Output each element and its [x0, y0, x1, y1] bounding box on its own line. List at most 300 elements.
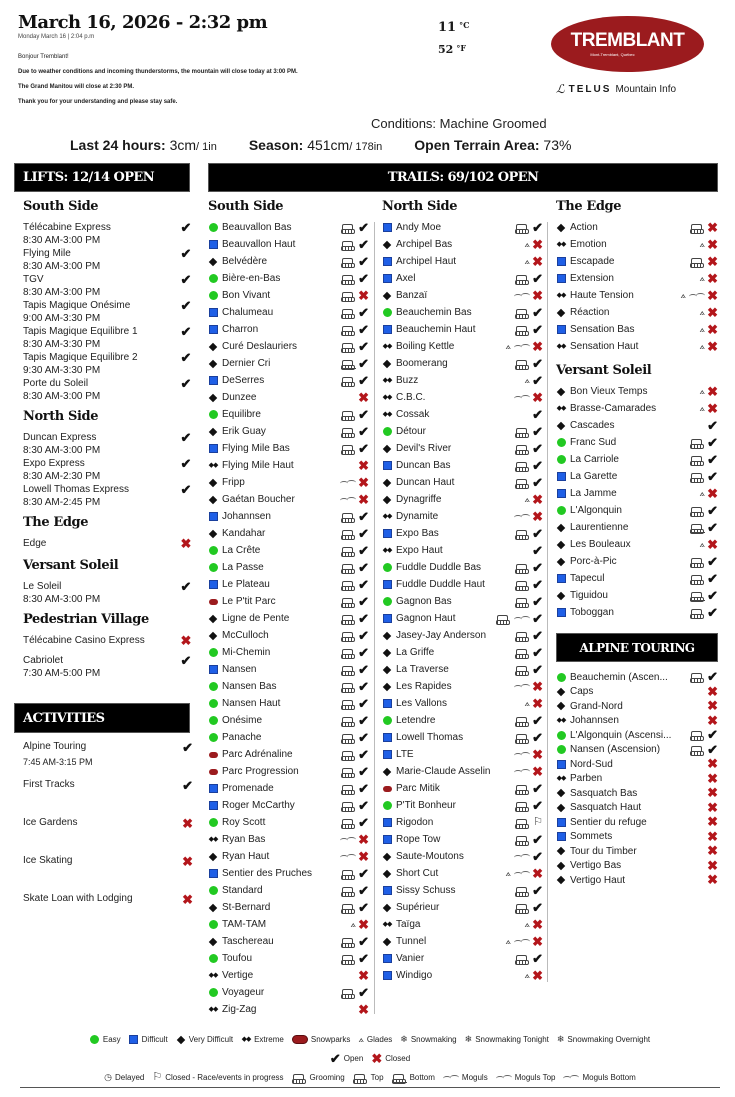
trail-features [515, 308, 530, 318]
trail-status [356, 595, 369, 609]
trail-status [705, 323, 718, 337]
grooming-icon [515, 308, 530, 318]
very-difficult-diamond-icon [382, 852, 392, 862]
trail-row [556, 502, 718, 519]
grooming-icon [341, 750, 356, 760]
open-check-icon: ✔ [358, 627, 369, 643]
trail-row [208, 797, 369, 814]
trail-row [556, 587, 718, 604]
activities-list [23, 741, 193, 931]
difficulty-shape [209, 580, 218, 589]
trail-status [356, 969, 369, 983]
mogul-icon [514, 343, 530, 351]
trail-features [515, 631, 530, 641]
trail-features [341, 903, 356, 913]
trail-name: Nansen Haut [222, 698, 281, 709]
trail-features [341, 631, 356, 641]
easy-circle-icon [208, 291, 218, 301]
easy-circle-icon [382, 801, 392, 811]
trail-name: La Jamme [570, 488, 617, 499]
difficulty-shape [209, 852, 217, 860]
trail-row [208, 270, 369, 287]
easy-circle-icon [556, 672, 566, 682]
very-difficult-diamond-icon [208, 495, 218, 505]
closed-x-icon: ✖ [182, 854, 193, 869]
trail-row [208, 304, 369, 321]
trail-name: Bon Vivant [222, 290, 271, 301]
tremblant-logo: TREMBLANT Mont-Tremblant, Québec [551, 16, 704, 72]
activity-status [182, 741, 193, 779]
trail-row [382, 797, 543, 814]
legend-label: Closed [385, 1054, 411, 1063]
trail-status [705, 815, 718, 829]
grooming-icon [515, 427, 530, 437]
difficulty-shape [383, 240, 391, 248]
grooming-icon [341, 529, 356, 539]
grooming-icon [690, 574, 705, 584]
trail-name: Beauchemin Haut [396, 324, 476, 335]
grooming-icon [690, 257, 705, 267]
very-difficult-diamond-icon [556, 421, 566, 431]
trail-row [556, 801, 718, 816]
glades-icon: ⟑ [524, 375, 530, 385]
trail-features [341, 648, 356, 658]
trail-name: Jasey-Jay Anderson [396, 630, 487, 641]
trail-status [530, 833, 543, 847]
difficulty-shape [557, 387, 565, 395]
grooming-icon [341, 767, 356, 777]
trail-name: Tunnel [396, 936, 427, 947]
trail-status [530, 884, 543, 898]
easy-circle-icon [208, 410, 218, 420]
trail-features [341, 546, 356, 556]
difficulty-shape [557, 818, 566, 827]
trail-status [356, 884, 369, 898]
announcement-message: The Grand Manitou will close at 2:30 PM. [18, 84, 135, 90]
trail-row [208, 780, 369, 797]
trail-status [356, 833, 369, 847]
trail-status [705, 238, 718, 252]
difficulty-shape [209, 869, 218, 878]
difficulty-shape [557, 557, 565, 565]
trail-name: Parc Progression [222, 766, 299, 777]
extreme-double-diamond-icon [382, 393, 392, 403]
lift-section [23, 612, 193, 680]
easy-circle-icon [208, 733, 218, 743]
grooming-icon [515, 665, 530, 675]
trail-features [515, 665, 530, 675]
lift-name: Flying Mile [23, 248, 71, 259]
trail-status [356, 714, 369, 728]
open-check-icon: ✔ [358, 576, 369, 592]
extreme-double-diamond-icon [556, 291, 566, 301]
very-difficult-diamond-icon [176, 1035, 186, 1045]
trail-name: Grand-Nord [570, 700, 623, 712]
extreme-glyph: ◆◆ [382, 343, 392, 350]
trail-name: Charron [222, 324, 259, 335]
easy-circle-icon [382, 427, 392, 437]
trail-name: Rope Tow [396, 834, 441, 845]
lift-info [23, 537, 46, 552]
trail-section [556, 199, 718, 355]
trail-features [341, 733, 356, 743]
difficult-square-icon [208, 308, 218, 318]
activity-info [23, 779, 75, 817]
trail-row [382, 423, 543, 440]
lift-name: Lowell Thomas Express [23, 484, 129, 495]
grooming-icon [341, 801, 356, 811]
trail-name: Boiling Kettle [396, 341, 455, 352]
trail-name: Lowell Thomas [396, 732, 464, 743]
trail-features [681, 290, 705, 301]
glades-icon: ⟑ [505, 936, 511, 946]
trail-section [382, 199, 543, 984]
trail-row [556, 743, 718, 758]
trail-status [705, 859, 718, 873]
trail-row [556, 699, 718, 714]
trail-name: Caps [570, 686, 594, 698]
trail-row [556, 873, 718, 888]
trail-name: TAM-TAM [222, 919, 267, 930]
difficulty-shape [557, 804, 565, 812]
trail-name: Duncan Haut [396, 477, 455, 488]
trail-row [208, 967, 369, 984]
trail-row [556, 304, 718, 321]
trail-features [690, 557, 705, 567]
trail-features [690, 472, 705, 482]
difficulty-shape [209, 291, 218, 300]
legend-item-groom-top [353, 1073, 384, 1083]
very-difficult-diamond-icon [556, 557, 566, 567]
activity-status [182, 817, 193, 855]
difficulty-shape [383, 597, 392, 606]
trail-name: Andy Moe [396, 222, 442, 233]
grooming-icon [341, 546, 356, 556]
grooming-icon [341, 427, 356, 437]
closed-x-icon: ✖ [707, 814, 718, 830]
open-check-icon: ✔ [358, 746, 369, 762]
trail-name: Archipel Bas [396, 239, 453, 250]
trail-features [506, 341, 530, 352]
easy-circle-icon [208, 886, 218, 896]
mogul-icon [514, 394, 530, 402]
easy-circle-icon [208, 546, 218, 556]
lift-status [179, 634, 193, 649]
legend-label: Moguls [461, 1073, 488, 1082]
grooming-icon [341, 597, 356, 607]
trail-row [382, 406, 543, 423]
temperature-fahrenheit: 52 $^{^\circ F}$ [438, 43, 466, 56]
difficult-square-icon [208, 325, 218, 335]
lift-status [179, 431, 193, 457]
very-difficult-diamond-icon [208, 937, 218, 947]
trail-row [208, 916, 369, 933]
trail-name: Belvédère [222, 256, 268, 267]
extreme-glyph: ◆◆ [556, 717, 566, 725]
lift-info [23, 457, 100, 483]
trail-status [356, 306, 369, 320]
open-check-icon: ✔ [358, 338, 369, 354]
mogul-icon [689, 292, 705, 300]
trail-features [341, 240, 356, 250]
trail-status [705, 699, 718, 713]
lift-name: Duncan Express [23, 432, 97, 443]
trail-status [356, 663, 369, 677]
trail-row [556, 400, 718, 417]
trail-name: Sommets [570, 831, 613, 843]
trail-status [705, 221, 718, 235]
open-check-icon: ✔ [532, 474, 543, 490]
trail-name: Onésime [222, 715, 263, 726]
closed-x-icon: ✖ [182, 892, 193, 907]
grooming-icon [690, 438, 705, 448]
trail-features [341, 750, 356, 760]
trail-status [356, 646, 369, 660]
open-check-icon: ✔ [707, 727, 718, 743]
trail-name: Ryan Haut [222, 851, 270, 862]
difficulty-shape [557, 847, 565, 855]
closed-x-icon: ✖ [532, 695, 543, 711]
open-check-icon: ✔ [180, 482, 192, 497]
trail-row [382, 729, 543, 746]
closed-x-icon: ✖ [707, 872, 718, 888]
trail-name: Flying Mile Bas [222, 443, 290, 454]
closed-x-icon: ✖ [358, 1001, 369, 1017]
trail-row [208, 491, 369, 508]
open-check-icon: ✔ [532, 457, 543, 473]
open-check-icon: ✔ [532, 950, 543, 966]
closed-x-icon: ✖ [532, 338, 543, 354]
snowmaking-tonight-icon: ❄ [464, 1034, 473, 1044]
difficulty-shape [383, 478, 391, 486]
trail-name: Taschereau [222, 936, 274, 947]
closed-x-icon: ✖ [707, 828, 718, 844]
open-check-icon: ✔ [180, 298, 192, 313]
open-check-icon: ✔ [707, 519, 718, 535]
difficulty-shape [383, 665, 391, 673]
trail-row [382, 712, 543, 729]
very-difficult-diamond-icon [208, 359, 218, 369]
closed-x-icon: ✖ [358, 916, 369, 932]
trails-column-edge-soleil [556, 199, 718, 621]
trail-row [208, 321, 369, 338]
closed-x-icon: ✖ [707, 712, 718, 728]
trail-features [341, 410, 356, 420]
trail-row [208, 610, 369, 627]
trail-row [556, 417, 718, 434]
announcement-messages [18, 54, 378, 105]
trail-row [208, 950, 369, 967]
difficulty-shape [383, 563, 392, 572]
grooming-icon [341, 937, 356, 947]
open-check-icon: ✔ [358, 321, 369, 337]
closed-x-icon: ✖ [707, 253, 718, 269]
trail-row [208, 474, 369, 491]
closed-x-icon: ✖ [707, 857, 718, 873]
trail-row [382, 831, 543, 848]
lift-section [23, 515, 193, 552]
trail-status [530, 646, 543, 660]
trail-row [382, 491, 543, 508]
trail-status [705, 670, 718, 684]
difficulty-shape [557, 608, 566, 617]
very-difficult-diamond-icon [208, 614, 218, 624]
open-check-icon: ✔ [358, 423, 369, 439]
trail-status [705, 572, 718, 586]
trail-status [356, 901, 369, 915]
very-difficult-diamond-icon [382, 631, 392, 641]
trail-row [382, 474, 543, 491]
extreme-glyph: ◆◆ [556, 241, 566, 248]
very-difficult-diamond-icon [208, 631, 218, 641]
mogul-icon [340, 853, 356, 861]
trail-name: Parc Mitik [396, 783, 440, 794]
difficulty-shape [209, 410, 218, 419]
open-check-icon: ✔ [358, 882, 369, 898]
header-info [18, 12, 378, 105]
trail-name: Short Cut [396, 868, 439, 879]
extreme-glyph: ◆◆ [382, 547, 392, 554]
closed-x-icon: ✖ [358, 457, 369, 473]
open-check-icon: ✔ [358, 559, 369, 575]
activity-info [23, 817, 77, 855]
difficulty-shape [209, 818, 218, 827]
open-check-icon: ✔ [707, 434, 718, 450]
grooming-icon [341, 325, 356, 335]
extreme-glyph: ◆◆ [382, 377, 392, 384]
trails-column-south [208, 199, 369, 1018]
trail-row [556, 670, 718, 685]
trail-features [340, 836, 356, 844]
trail-name: La Passe [222, 562, 264, 573]
trail-name: Le P'tit Parc [222, 596, 276, 607]
difficult-square-icon [208, 444, 218, 454]
glades-icon: ⟑ [699, 273, 705, 283]
trail-status [705, 385, 718, 399]
grooming-bottom-icon [690, 591, 705, 601]
trail-status [530, 867, 543, 881]
trail-name: DeSerres [222, 375, 265, 386]
trail-status [530, 238, 543, 252]
easy-circle-icon [208, 274, 218, 284]
trail-row [208, 219, 369, 236]
grooming-icon [341, 988, 356, 998]
snowpark-icon [208, 597, 218, 607]
snowpark-icon [292, 1035, 308, 1044]
very-difficult-diamond-icon [556, 861, 566, 871]
trail-section [556, 363, 718, 621]
trail-row [382, 355, 543, 372]
grooming-icon [515, 359, 530, 369]
difficulty-shape [557, 673, 566, 682]
trail-row [382, 389, 543, 406]
trail-status [356, 459, 369, 473]
mogul-icon [340, 479, 356, 487]
trail-name: La Garette [570, 471, 618, 482]
closed-x-icon: ✖ [707, 321, 718, 337]
column-divider [547, 222, 548, 982]
trail-row [208, 984, 369, 1001]
trail-status [705, 453, 718, 467]
difficulty-shape [209, 648, 218, 657]
grooming-icon [515, 597, 530, 607]
mogul-icon [514, 292, 530, 300]
grooming-icon [341, 444, 356, 454]
trail-status [356, 510, 369, 524]
grooming-icon [341, 614, 356, 624]
activity-name: Alpine Touring [23, 741, 87, 752]
trail-features [341, 937, 356, 947]
easy-circle-icon [382, 563, 392, 573]
trail-row [382, 338, 543, 355]
trail-features [690, 257, 705, 267]
easy-circle-icon [208, 223, 218, 233]
trail-row [382, 304, 543, 321]
trail-name: Tour du Timber [570, 845, 637, 857]
trail-status [356, 765, 369, 779]
closed-x-icon: ✖ [707, 843, 718, 859]
trail-name: Brasse-Camarades [570, 403, 657, 414]
difficulty-shape [209, 393, 217, 401]
difficulty-shape [209, 495, 217, 503]
trail-features [515, 818, 530, 828]
trail-features [341, 444, 356, 454]
open-check-icon: ✔ [532, 831, 543, 847]
grooming-icon [496, 614, 511, 624]
grooming-icon [515, 274, 530, 284]
trail-features [515, 444, 530, 454]
trail-status [356, 935, 369, 949]
grooming-icon [515, 886, 530, 896]
trail-features [515, 784, 530, 794]
trail-name: Chalumeau [222, 307, 274, 318]
very-difficult-diamond-icon [208, 852, 218, 862]
trail-features [515, 801, 530, 811]
trail-row [382, 661, 543, 678]
trail-row [208, 627, 369, 644]
trail-features [690, 455, 705, 465]
trails-column-north [382, 199, 543, 984]
open-check-icon: ✔ [180, 246, 192, 261]
open-check-icon: ✔ [532, 661, 543, 677]
easy-circle-icon [208, 563, 218, 573]
grooming-icon [690, 730, 705, 740]
very-difficult-diamond-icon [382, 665, 392, 675]
trail-row [208, 729, 369, 746]
difficulty-shape [383, 427, 392, 436]
grooming-icon [341, 665, 356, 675]
grooming-icon [341, 784, 356, 794]
trail-row [556, 383, 718, 400]
trail-section-title: North Side [382, 199, 458, 214]
closed-x-icon: ✖ [532, 236, 543, 252]
lift-name: Expo Express [23, 458, 85, 469]
trail-name: Toboggan [570, 607, 614, 618]
mogul-icon [514, 768, 530, 776]
lift-status [179, 580, 193, 606]
difficulty-shape [557, 438, 566, 447]
trail-row [208, 440, 369, 457]
difficulty-shape [557, 421, 565, 429]
trail-row [208, 406, 369, 423]
extreme-glyph: ◆◆ [208, 1006, 218, 1013]
trail-name: Laurentienne [570, 522, 629, 533]
trail-features [515, 716, 530, 726]
lifts-list [23, 199, 193, 682]
grooming-icon [341, 716, 356, 726]
trail-row [208, 338, 369, 355]
trail-name: Johannsen [222, 511, 271, 522]
